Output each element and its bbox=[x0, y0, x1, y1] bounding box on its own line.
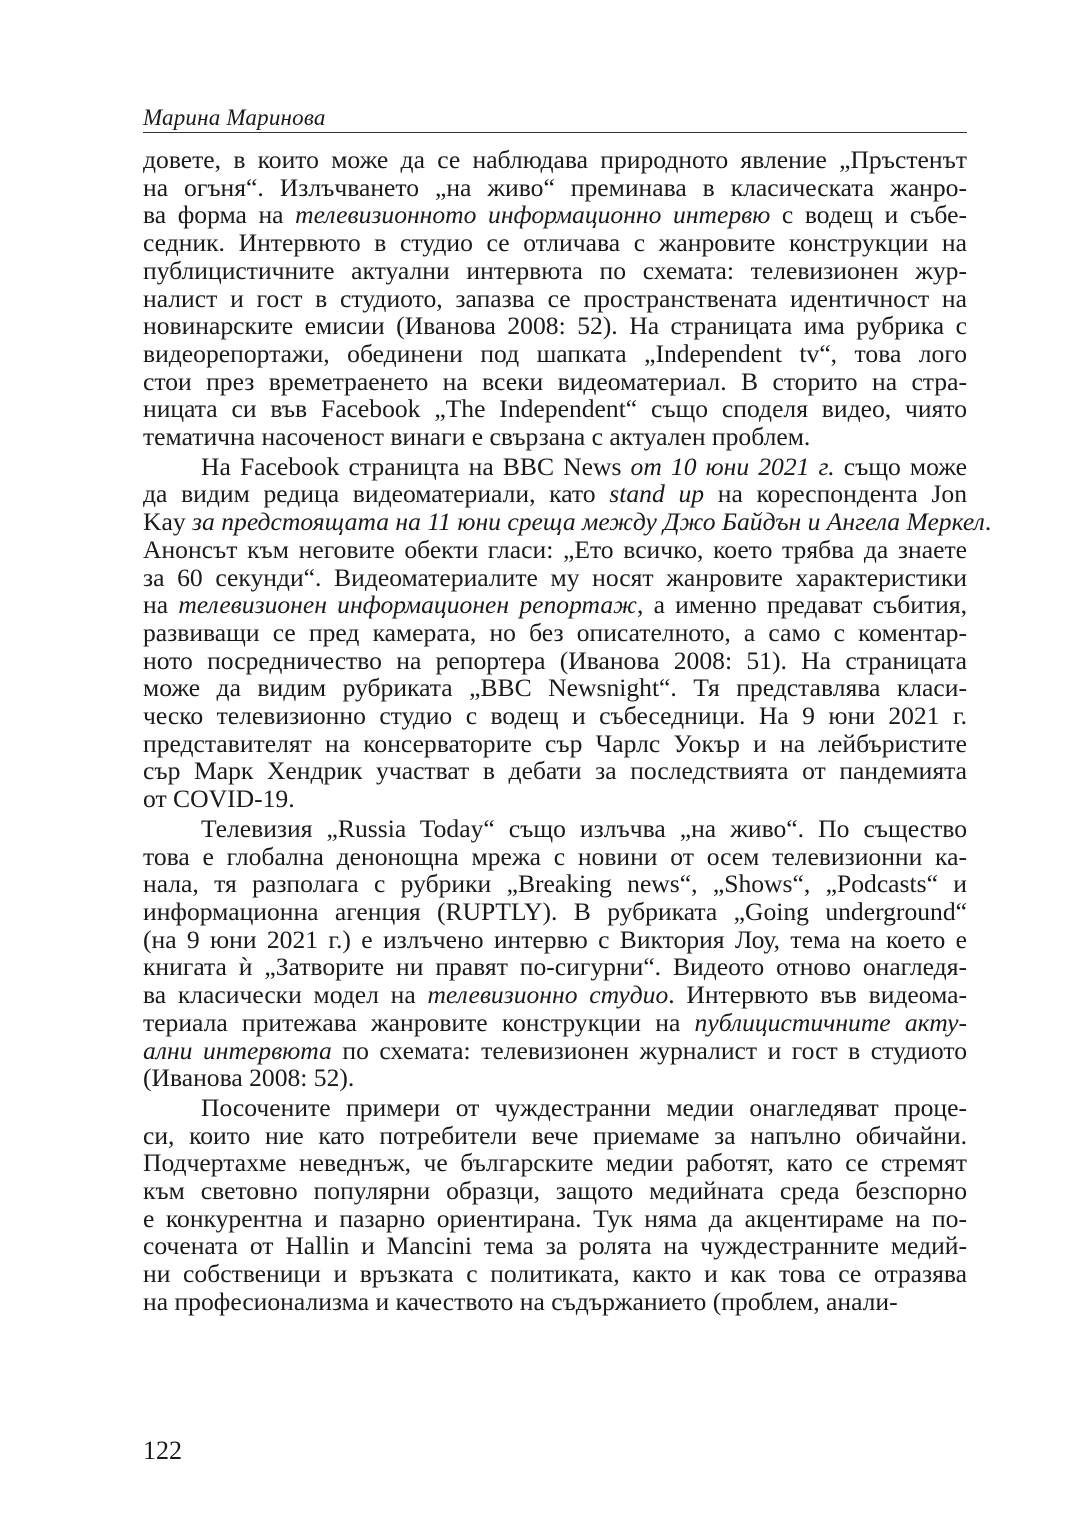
italic-text: от 10 юни 2021 г. bbox=[630, 451, 835, 481]
text-line bbox=[143, 1177, 967, 1205]
italic-text: публицистичните акту- bbox=[694, 1007, 967, 1037]
text-line bbox=[143, 146, 967, 174]
text-line bbox=[143, 702, 967, 730]
text-run: видеорепортажи, обединени под шапката „Independent tv“, това лого bbox=[143, 338, 967, 368]
text-run: ницата си във Facebook „The Independent“ също споделя видео, чиято bbox=[143, 394, 967, 424]
text-run: на огъня“. Излъчването „на живо“ преминава в класическата жанро- bbox=[143, 172, 967, 202]
paragraph bbox=[143, 815, 967, 1092]
text-line bbox=[143, 1205, 967, 1233]
text-run: , а именно предават събития, bbox=[636, 590, 967, 620]
text-run: стои през времетраенето на всеки видеоматериал. В сторито на стра- bbox=[143, 366, 967, 396]
text-run: за 60 секунди“. Видеоматериалите му носят жанровите характеристики bbox=[143, 562, 967, 592]
text-run: новинарските емисии (Иванова 2008: 52). На страницата има рубрика с bbox=[143, 311, 967, 341]
text-run: (Иванова 2008: 52). bbox=[143, 1063, 355, 1093]
page-number: 122 bbox=[143, 1436, 182, 1465]
text-line bbox=[143, 870, 967, 898]
text-line bbox=[143, 257, 967, 285]
text-line bbox=[143, 953, 967, 981]
text-line bbox=[143, 229, 967, 257]
text-line bbox=[143, 453, 967, 481]
text-line bbox=[143, 480, 967, 508]
text-run: териала притежава жанровите конструкции на bbox=[143, 1007, 695, 1037]
text-line bbox=[143, 926, 967, 954]
paragraph bbox=[143, 146, 967, 451]
text-line bbox=[143, 1232, 967, 1260]
text-run: сочената от Hallin и Mancini тема за ролята на чуждестранните медий- bbox=[143, 1231, 967, 1261]
text-line bbox=[143, 536, 967, 564]
text-run: Kay bbox=[143, 507, 193, 537]
text-run: сър Марк Хендрик участват в дебати за последствията от пандемията bbox=[143, 756, 967, 786]
text-line bbox=[143, 785, 967, 813]
text-run: си, които ние като потребители вече приемаме за напълно обичайни. bbox=[143, 1120, 967, 1150]
text-line bbox=[143, 368, 967, 396]
text-run: налист и гост в студиото, запазва се пространствената идентичност на bbox=[143, 283, 967, 313]
text-line bbox=[143, 757, 967, 785]
text-run: представителят на консерваторите сър Чарлс Уокър и на лейбъристите bbox=[143, 728, 967, 758]
text-run: Подчертахме неведнъж, че българските медии работят, като се стремят bbox=[143, 1148, 967, 1178]
text-line bbox=[143, 1064, 967, 1092]
text-run: от COVID-19. bbox=[143, 784, 295, 814]
text-run: по схемата: телевизионен журналист и гост в студиото bbox=[331, 1035, 967, 1065]
text-line bbox=[143, 647, 967, 675]
text-run: Посочените примери от чуждестранни медии онагледяват проце- bbox=[201, 1092, 967, 1122]
text-line bbox=[143, 1260, 967, 1288]
text-run: седник. Интервюто в студио се отличава с жанровите конструкции на bbox=[143, 228, 967, 258]
text-line bbox=[143, 843, 967, 871]
text-run: . Интервюто във видеома- bbox=[668, 980, 967, 1010]
text-line bbox=[143, 1288, 967, 1316]
text-run: ческо телевизионно студио с водещ и събеседници. На 9 юни 2021 г. bbox=[143, 701, 967, 731]
text-line bbox=[143, 340, 967, 368]
text-run: довете, в които може да се наблюдава природното явление „Пръстенът bbox=[143, 145, 967, 174]
text-line bbox=[143, 312, 967, 340]
italic-text: ални интервюта bbox=[143, 1035, 332, 1065]
running-head-author: Марина Маринова bbox=[143, 105, 326, 130]
text-line bbox=[143, 591, 967, 619]
text-run: е конкурентна и пазарно ориентирана. Тук няма да акцентираме на по- bbox=[143, 1203, 967, 1233]
text-run: ното посредничество на репортера (Иванова 2008: 51). На страницата bbox=[143, 645, 967, 675]
text-line bbox=[143, 174, 967, 202]
text-line bbox=[143, 564, 967, 592]
text-line bbox=[143, 1122, 967, 1150]
text-line bbox=[143, 201, 967, 229]
paragraph bbox=[143, 1094, 967, 1316]
text-line bbox=[143, 507, 992, 537]
italic-text: stand up bbox=[609, 479, 705, 509]
text-line bbox=[143, 1094, 967, 1122]
text-run: ва форма на bbox=[143, 200, 296, 230]
text-run: ни собственици и връзката с политиката, както и как това се отразява bbox=[143, 1259, 967, 1289]
text-run: с водещ и събе- bbox=[770, 200, 967, 230]
text-line bbox=[143, 619, 967, 647]
text-run: . bbox=[984, 507, 992, 537]
text-line bbox=[143, 423, 967, 451]
text-run: на кореспондента Jon bbox=[704, 479, 967, 509]
italic-text: телевизионно студио bbox=[427, 980, 669, 1010]
text-run: публицистичните актуални интервюта по схемата: телевизионен жур- bbox=[143, 255, 967, 285]
text-run: може да видим рубриката „BBC Newsnight“. Тя представлява класи- bbox=[143, 673, 967, 703]
text-run: тематична насоченост винаги е свързана с актуален проблем. bbox=[143, 422, 811, 452]
italic-text: телевизионен информационен репортаж bbox=[178, 590, 637, 620]
body-text bbox=[143, 145, 992, 1318]
text-line bbox=[143, 395, 967, 423]
text-run: информационна агенция (RUPTLY). В рубриката „Going underground“ bbox=[143, 896, 967, 926]
text-run: нала, тя разполага с рубрики „Breaking news“, „Shows“, „Podcasts“ и bbox=[143, 869, 967, 899]
text-run: Телевизия „Russia Today“ също излъчва „на живо“. По същество bbox=[201, 813, 967, 843]
text-run: към световно популярни образци, защото медийната среда безспорно bbox=[143, 1176, 967, 1206]
paragraph bbox=[143, 451, 992, 814]
running-head bbox=[143, 104, 967, 133]
text-line bbox=[143, 1149, 967, 1177]
text-line bbox=[143, 898, 967, 926]
text-run: На Facebook страницта на BBC News bbox=[201, 451, 631, 481]
text-run: да видим редица видеоматериали, като bbox=[143, 479, 610, 509]
text-line bbox=[143, 1009, 967, 1037]
text-run: развиващи се пред камерата, но без описателното, а само с коментар- bbox=[143, 617, 967, 647]
text-run: също може bbox=[834, 451, 967, 481]
italic-text: за предстоящата на 11 юни среща между Джо Байдън и Ангела Меркел bbox=[192, 507, 985, 537]
text-line bbox=[143, 1037, 967, 1065]
text-line bbox=[143, 730, 967, 758]
text-line bbox=[143, 815, 967, 843]
text-line bbox=[143, 285, 967, 313]
text-run: (на 9 юни 2021 г.) е излъчено интервю с Виктория Лоу, тема на което е bbox=[143, 924, 967, 954]
text-run: на професионализма и качеството на съдържанието (проблем, анали- bbox=[143, 1286, 898, 1316]
italic-text: телевизионното информационно интервю bbox=[295, 200, 771, 230]
text-run: ва класически модел на bbox=[143, 980, 428, 1010]
text-run: на bbox=[143, 590, 179, 620]
text-run: това е глобална денонощна мрежа с новини от осем телевизионни ка- bbox=[143, 841, 967, 871]
text-line bbox=[143, 981, 967, 1009]
text-line bbox=[143, 674, 967, 702]
text-run: Анонсът към неговите обекти гласи: „Ето всичко, което трябва да знаете bbox=[143, 534, 967, 564]
text-run: книгата ѝ „Затворите ни правят по-сигурни“. Видеото отново онагледя- bbox=[143, 952, 967, 982]
